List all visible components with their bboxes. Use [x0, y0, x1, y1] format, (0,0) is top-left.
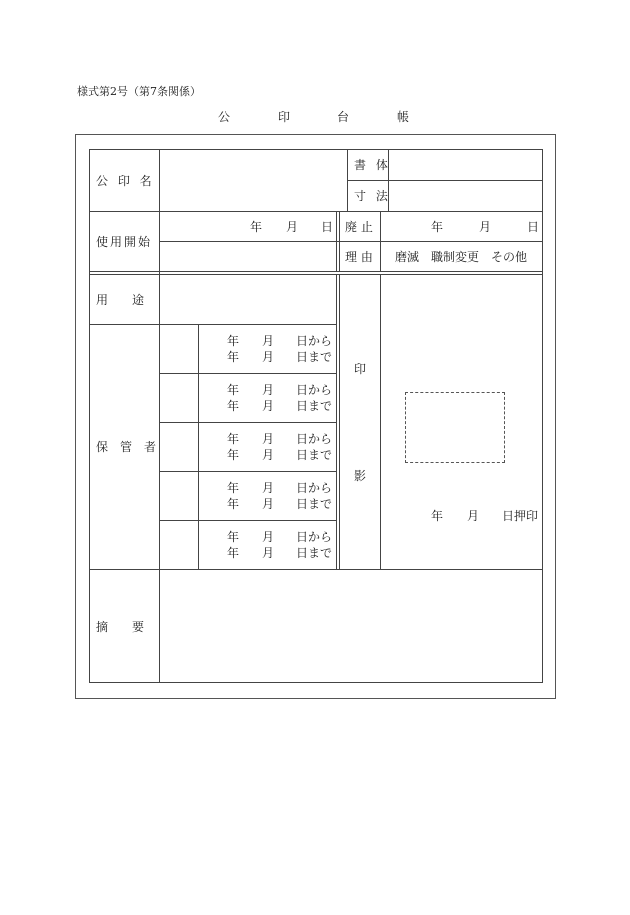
period-month: 月 — [262, 432, 275, 446]
period-month: 月 — [262, 350, 275, 364]
title-char: 印 — [278, 110, 291, 124]
divider — [89, 211, 543, 212]
divider — [380, 211, 381, 271]
divider — [347, 149, 348, 211]
period-to: 日まで — [296, 350, 333, 364]
period-month: 月 — [262, 334, 275, 348]
label-yoto: 用 途 — [96, 293, 145, 307]
period-year: 年 — [227, 546, 240, 560]
double-divider — [339, 274, 340, 569]
label-shiyo-kaishi: 使用開始 — [96, 235, 153, 249]
double-divider — [339, 211, 340, 271]
title-char: 公 — [218, 110, 231, 124]
period-year: 年 — [227, 334, 240, 348]
divider — [159, 520, 337, 521]
label-inei-1: 印 — [354, 362, 367, 376]
period-year: 年 — [227, 497, 240, 511]
date-year: 年 — [431, 220, 444, 234]
period-year: 年 — [227, 481, 240, 495]
divider — [380, 274, 381, 569]
period-month: 月 — [262, 448, 275, 462]
riyu-options: 磨滅 職制変更 その他 — [395, 250, 528, 264]
period-to: 日まで — [296, 546, 333, 560]
period-from: 日から — [296, 334, 333, 348]
divider — [198, 324, 199, 569]
period-from: 日から — [296, 383, 333, 397]
stamp-impression-area[interactable] — [405, 392, 505, 463]
label-inei-2: 影 — [354, 469, 367, 483]
label-tekiyo: 摘 要 — [96, 620, 145, 634]
label-sunpo: 寸 法 — [354, 189, 391, 203]
divider — [159, 471, 337, 472]
double-divider — [336, 274, 337, 569]
double-divider — [89, 274, 543, 275]
date-month: 月 — [479, 220, 492, 234]
divider — [159, 422, 337, 423]
stamp-date-month: 月 — [467, 509, 480, 523]
label-hokansha: 保 管 者 — [96, 440, 157, 454]
label-koin-mei: 公 印 名 — [96, 174, 155, 188]
period-year: 年 — [227, 530, 240, 544]
period-month: 月 — [262, 383, 275, 397]
period-year: 年 — [227, 448, 240, 462]
period-to: 日まで — [296, 497, 333, 511]
label-shotai: 書 体 — [354, 158, 391, 172]
period-to: 日まで — [296, 399, 333, 413]
period-year: 年 — [227, 350, 240, 364]
period-month: 月 — [262, 481, 275, 495]
form-number: 様式第2号（第7条関係） — [77, 85, 201, 98]
period-to: 日まで — [296, 448, 333, 462]
date-month: 月 — [286, 220, 299, 234]
divider — [347, 180, 543, 181]
title-char: 台 — [337, 110, 350, 124]
divider — [89, 324, 337, 325]
double-divider — [336, 211, 337, 271]
period-month: 月 — [262, 497, 275, 511]
stamp-date-year: 年 — [431, 509, 444, 523]
period-year: 年 — [227, 399, 240, 413]
divider — [159, 373, 337, 374]
period-month: 月 — [262, 399, 275, 413]
period-month: 月 — [262, 530, 275, 544]
double-divider — [89, 271, 543, 272]
period-year: 年 — [227, 432, 240, 446]
date-day: 日 — [321, 220, 334, 234]
divider — [159, 149, 160, 683]
period-month: 月 — [262, 546, 275, 560]
stamp-date-day: 日押印 — [502, 509, 539, 523]
title-char: 帳 — [397, 110, 410, 124]
period-from: 日から — [296, 481, 333, 495]
divider — [159, 241, 543, 242]
label-haishi: 廃 止 — [345, 220, 373, 234]
period-from: 日から — [296, 432, 333, 446]
date-day: 日 — [527, 220, 540, 234]
divider — [89, 569, 543, 570]
date-year: 年 — [250, 220, 263, 234]
period-year: 年 — [227, 383, 240, 397]
period-from: 日から — [296, 530, 333, 544]
label-riyu: 理 由 — [345, 250, 373, 264]
